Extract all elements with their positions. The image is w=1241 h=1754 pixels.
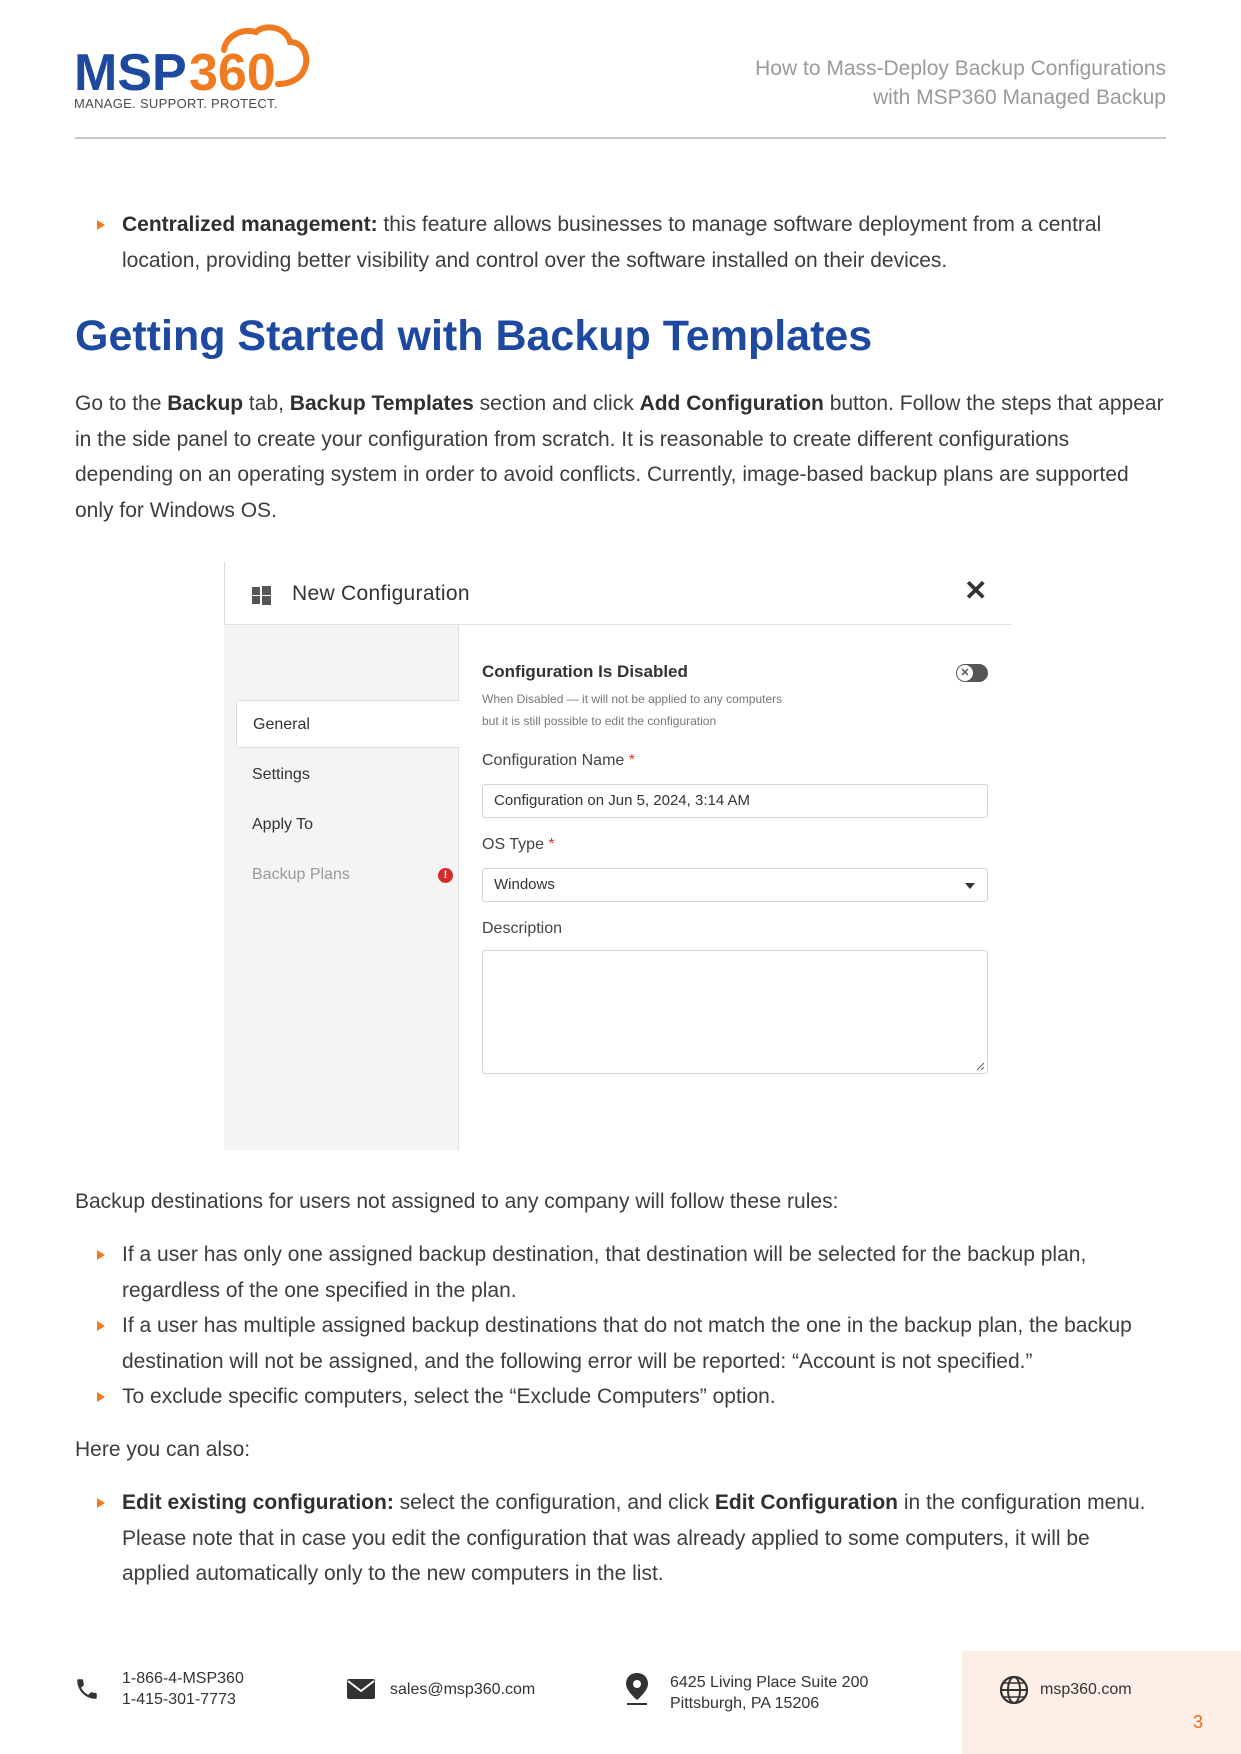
bullet-edit-configuration (75, 1485, 1155, 1592)
mail-icon (346, 1677, 376, 1701)
close-icon[interactable]: ✕ (964, 575, 988, 606)
page-number: 3 (1193, 1712, 1204, 1732)
tab-apply-to[interactable] (236, 801, 446, 849)
status-title: Configuration Is Disabled (482, 662, 688, 681)
label-text: Configuration Name (482, 752, 625, 769)
panel-title: New Configuration (292, 582, 470, 605)
rule-text: To exclude specific computers, select the “Exclude Computers” option. (122, 1385, 776, 1408)
status-help-line1: When Disabled — it will not be applied to any computers (482, 692, 783, 706)
windows-icon (252, 586, 271, 605)
bullet-marker-icon (97, 1392, 105, 1402)
tab-settings[interactable] (236, 751, 446, 799)
footer-address (670, 1672, 868, 1714)
footer-phone2: 1-415-301-7773 (122, 1691, 236, 1708)
os-type-select[interactable] (482, 868, 988, 902)
bullet-marker-icon (97, 220, 105, 230)
footer-address-line1: 6425 Living Place Suite 200 (670, 1674, 869, 1691)
panel-sidebar (224, 625, 459, 1150)
para-bold-backup: Backup (167, 392, 244, 415)
description-label: Description (482, 920, 563, 937)
warning-icon: ! (438, 868, 453, 883)
footer-website[interactable]: msp360.com (1040, 1681, 1132, 1698)
footer-phones (122, 1668, 244, 1710)
logo-cloud-icon (74, 24, 314, 96)
new-configuration-screenshot (224, 562, 1012, 1150)
document-title (606, 54, 1166, 112)
header-divider (75, 137, 1166, 139)
footer-email[interactable]: sales@msp360.com (390, 1681, 536, 1698)
para-text: Go to the (75, 392, 168, 415)
location-pin-icon (624, 1672, 650, 1706)
rule-item (75, 1379, 1175, 1415)
para-text: button. Follow the steps that appear in the side panel to create your configuration from scratch. It is reasonable to create different configurations depending on an operating system in order to avoid conflicts. Currently, image-based backup plans are supported only for Windows OS. (75, 392, 1164, 522)
label-text: OS Type (482, 836, 544, 853)
document-title-line2: with MSP360 Managed Backup (872, 86, 1166, 109)
rule-item (75, 1308, 1175, 1379)
logo-msp-text: MSP (74, 44, 187, 96)
config-name-label (482, 752, 635, 770)
config-name-input[interactable]: Configuration on Jun 5, 2024, 3:14 AM (482, 784, 988, 818)
para-text: section and click (473, 392, 640, 415)
rule-item (75, 1237, 1175, 1308)
footer-address-line2: Pittsburgh, PA 15206 (670, 1695, 820, 1712)
tab-label: General (253, 716, 310, 733)
tab-label: Backup Plans (252, 866, 350, 883)
bullet-text: in the configuration menu. Please note that in case you edit the configuration that was already applied to some computers, it will be applied automatically only to the new computers in the list. (122, 1491, 1146, 1585)
tab-general[interactable] (236, 700, 460, 748)
rule-text: If a user has only one assigned backup destination, that destination will be selected for the backup plan, regardless of the one specified in the plan. (122, 1243, 1087, 1302)
section-heading: Getting Started with Backup Templates (75, 312, 873, 360)
tab-label: Settings (252, 766, 310, 783)
bullet-marker-icon (97, 1321, 105, 1331)
tab-backup-plans[interactable] (236, 851, 446, 899)
resize-grip-icon[interactable] (976, 1062, 985, 1071)
para-bold-add-configuration: Add Configuration (639, 392, 824, 415)
bullet-text: this feature allows businesses to manage software deployment from a central location, providing better visibility and control over the software installed on their devices. (122, 213, 1102, 272)
document-title-line1: How to Mass-Deploy Backup Configurations (755, 57, 1166, 80)
para-text: tab, (243, 392, 290, 415)
tab-label: Apply To (252, 816, 314, 833)
section-paragraph (75, 386, 1165, 528)
logo-tagline: MANAGE. SUPPORT. PROTECT. (74, 96, 278, 111)
os-type-value: Windows (494, 876, 555, 893)
os-type-label (482, 836, 555, 854)
status-help-line2: but it is still possible to edit the configuration (482, 714, 717, 728)
logo-360-text: 360 (189, 44, 276, 96)
rule-text: If a user has multiple assigned backup destinations that do not match the one in the backup plan, the backup destination will not be assigned, and the following error will be reported: “Account is not specified.” (122, 1314, 1132, 1373)
globe-icon (999, 1675, 1029, 1705)
toggle-off-icon: ✕ (957, 665, 973, 681)
para-bold-backup-templates: Backup Templates (289, 392, 474, 415)
phone-icon (74, 1676, 100, 1702)
required-mark: * (628, 752, 635, 769)
bullet-centralized-management (75, 207, 1175, 278)
bullet-bold-edit-configuration: Edit Configuration (714, 1491, 898, 1514)
rules-intro: Backup destinations for users not assigned to any company will follow these rules: (75, 1190, 839, 1213)
enabled-toggle[interactable] (956, 664, 988, 682)
footer-phone1: 1-866-4-MSP360 (122, 1670, 244, 1687)
msp360-logo (74, 24, 314, 114)
description-textarea[interactable] (482, 950, 988, 1074)
also-intro: Here you can also: (75, 1438, 251, 1461)
bullet-bold-label: Edit existing configuration: (122, 1491, 394, 1514)
required-mark: * (548, 836, 555, 853)
chevron-down-icon (965, 883, 975, 889)
bullet-text: select the configuration, and click (393, 1491, 715, 1514)
bullet-marker-icon (97, 1250, 105, 1260)
bullet-marker-icon (97, 1498, 105, 1508)
bullet-bold-label: Centralized management: (122, 213, 378, 236)
